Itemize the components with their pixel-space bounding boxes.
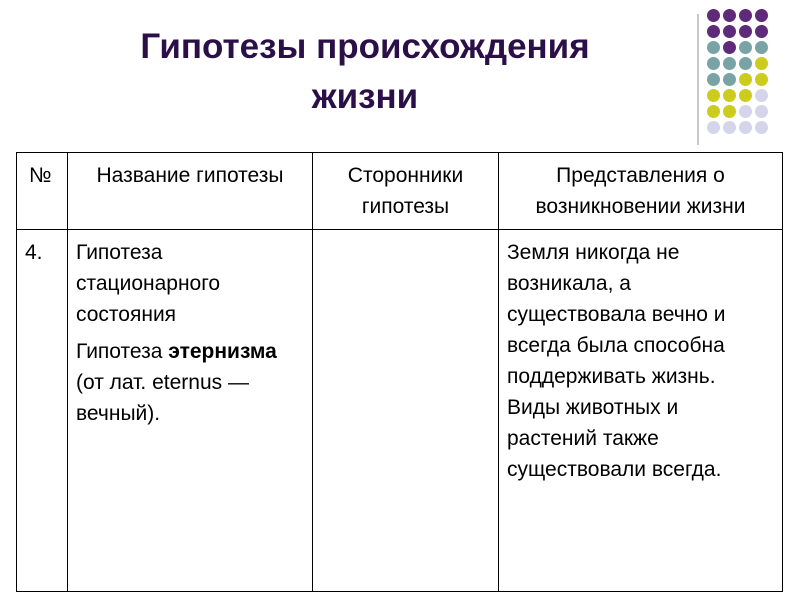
cell-ideas: Земля никогда не возникала, а существовала вечно и всегда была способна поддерживать жизнь. Виды животных и растений также существовали всегда. [499, 230, 783, 592]
decorative-dot-grid [707, 9, 777, 129]
hypothesis-name-primary: Гипотеза стационарного состояния [76, 241, 221, 326]
decorative-dot [723, 41, 736, 54]
hypothesis-name-term: этернизма [168, 340, 277, 363]
slide-title-line-2: жизни [311, 77, 419, 116]
hypotheses-table [16, 152, 783, 592]
decorative-dot [707, 105, 720, 118]
header-number: № [17, 153, 68, 230]
header-ideas: Представления о возникновении жизни [499, 153, 783, 230]
decorative-dot [739, 89, 752, 102]
decorative-divider [697, 14, 699, 145]
decorative-dot [707, 57, 720, 70]
table-header-row [17, 153, 783, 230]
decorative-dot [755, 25, 768, 38]
decorative-dot [755, 41, 768, 54]
decorative-dot [739, 105, 752, 118]
decorative-dot [707, 41, 720, 54]
decorative-dot [755, 89, 768, 102]
decorative-dot [739, 9, 752, 22]
decorative-dot [723, 9, 736, 22]
hypothesis-name-etymology: (от лат. eternus — вечный). [76, 371, 249, 425]
slide-title [60, 22, 670, 122]
decorative-dot [755, 73, 768, 86]
cell-number: 4. [17, 230, 68, 592]
decorative-dot [707, 89, 720, 102]
header-supporters: Сторонники гипотезы [313, 153, 499, 230]
decorative-dot [739, 25, 752, 38]
cell-supporters [313, 230, 499, 592]
header-hypothesis-name: Название гипотезы [68, 153, 313, 230]
decorative-dot [755, 9, 768, 22]
decorative-dot [723, 73, 736, 86]
slide-title-line-1: Гипотезы происхождения [140, 27, 590, 66]
decorative-dot [755, 57, 768, 70]
decorative-dot [707, 9, 720, 22]
decorative-dot [707, 25, 720, 38]
decorative-dot [723, 89, 736, 102]
decorative-dot [707, 121, 720, 134]
decorative-dot [739, 121, 752, 134]
decorative-dot [739, 57, 752, 70]
cell-hypothesis-name [68, 230, 313, 592]
decorative-dot [707, 73, 720, 86]
decorative-dot [723, 57, 736, 70]
hypothesis-name-prefix: Гипотеза [76, 340, 169, 363]
decorative-dot [755, 121, 768, 134]
decorative-dot [739, 73, 752, 86]
table-row [17, 230, 783, 592]
decorative-dot [739, 41, 752, 54]
decorative-dot [723, 25, 736, 38]
decorative-dot [723, 121, 736, 134]
decorative-dot [723, 105, 736, 118]
hypothesis-name-secondary [76, 336, 304, 429]
decorative-dot [755, 105, 768, 118]
